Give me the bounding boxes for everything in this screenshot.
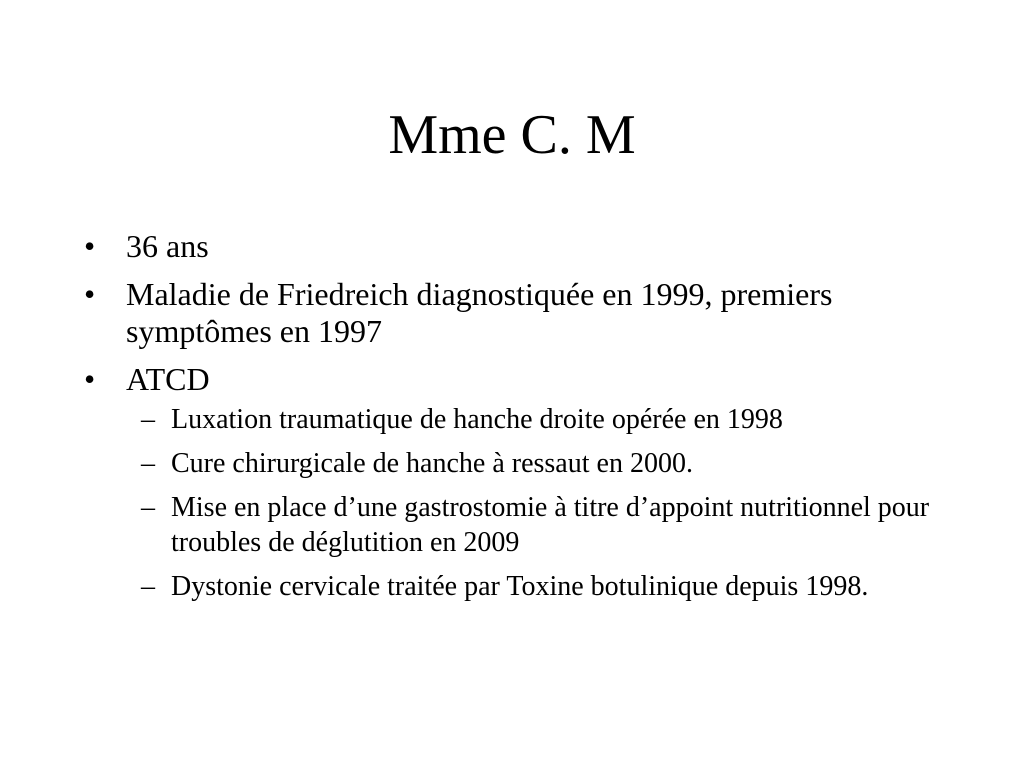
bullet-marker: • (84, 276, 96, 312)
bullet-marker: • (84, 228, 96, 264)
sub-bullet-text: Dystonie cervicale traitée par Toxine botulinique depuis 1998. (171, 571, 869, 602)
bullet-item-atcd (84, 361, 964, 604)
sub-bullet-item (126, 402, 964, 437)
slide-title: Mme C. M (388, 104, 636, 166)
bullet-text: Maladie de Friedreich diagnostiquée en 1999, premiers symptômes en 1997 (126, 276, 833, 349)
bullet-item-age (84, 228, 964, 265)
sub-bullet-list (126, 402, 964, 604)
sub-bullet-item (126, 569, 964, 604)
sub-bullet-text: Mise en place d’une gastrostomie à titre d’appoint nutritionnel pour troubles de déglutition en 2009 (171, 492, 930, 558)
sub-bullet-item (126, 490, 964, 560)
dash-marker: – (141, 448, 155, 479)
bullet-item-diagnosis (84, 276, 964, 350)
bullet-marker: • (84, 361, 96, 397)
dash-marker: – (141, 571, 155, 602)
bullet-text: ATCD (126, 361, 210, 397)
sub-bullet-text: Cure chirurgicale de hanche à ressaut en 2000. (171, 448, 693, 479)
dash-marker: – (141, 492, 155, 523)
dash-marker: – (141, 404, 155, 435)
bullet-text: 36 ans (126, 228, 209, 264)
bullet-list (84, 228, 964, 615)
sub-bullet-text: Luxation traumatique de hanche droite opérée en 1998 (171, 404, 783, 435)
sub-bullet-item (126, 446, 964, 481)
